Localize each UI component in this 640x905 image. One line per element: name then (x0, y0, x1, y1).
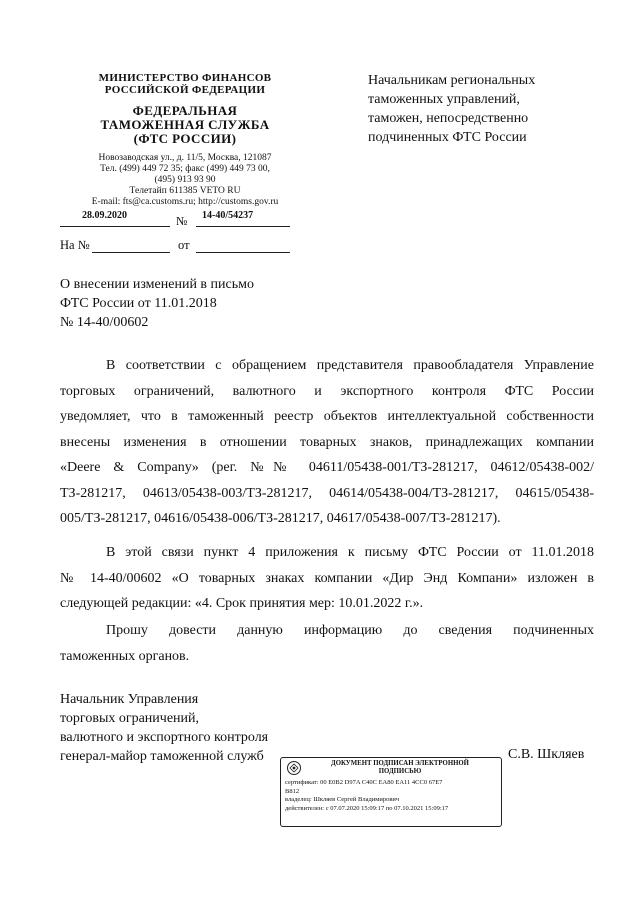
position-line: валютного и экспортного контроля (60, 730, 269, 745)
ministry-name (60, 72, 310, 96)
number-underline (196, 226, 290, 227)
position-line: торговых ограничений, (60, 711, 200, 726)
signatory-name: С.В. Шкляев (508, 747, 585, 762)
body-paragraph-3 (60, 618, 594, 669)
signatory-position (60, 690, 268, 766)
service-line: (ФТС РОССИИ) (133, 131, 237, 146)
body-line: ТЗ-281217, 04613/05438-003/ТЗ-281217, 04614/05438-004/ТЗ-281217, 04615/05438- (60, 485, 594, 501)
addressee-line: таможенных управлений, (368, 92, 520, 107)
reply-to-underline (92, 252, 170, 253)
reply-to-label: На № (60, 238, 90, 252)
phone-line: Тел. (499) 449 72 35; факс (499) 449 73 00, (100, 164, 270, 174)
teletype-line: Телетайп 611385 VETO RU (129, 186, 241, 196)
registration-date: 28.09.2020 (82, 210, 127, 221)
stamp-certificate: сертификат: 00 E0B2 D97A C40C EA80 EA11 4CC0 67E7 (285, 779, 443, 786)
body-line: «Deere & Company» (рег. №№ 04611/05438-001/ТЗ-281217, 04612/05438-002/ (60, 460, 594, 475)
body-line: Прошу довести данную информацию до сведения подчиненных (106, 623, 594, 638)
subject-line: ФТС России от 11.01.2018 (60, 296, 217, 311)
service-name (60, 104, 310, 146)
body-line: В этой связи пункт 4 приложения к письму ФТС России от 11.01.2018 (106, 545, 594, 560)
addressee-line: подчиненных ФТС России (368, 130, 527, 145)
number-sign: № (176, 214, 188, 228)
service-line: ФЕДЕРАЛЬНАЯ (132, 103, 238, 118)
emblem-icon (285, 760, 303, 776)
contact-block (60, 153, 310, 208)
email-line: E-mail: fts@ca.customs.ru; http://customs.gov.ru (91, 197, 279, 207)
ministry-line: РОССИЙСКОЙ ФЕДЕРАЦИИ (104, 84, 266, 96)
ministry-line: МИНИСТЕРСТВО ФИНАНСОВ (98, 72, 272, 84)
body-line: В соответствии с обращением представителя правообладателя Управление (106, 358, 594, 373)
addressee (368, 71, 618, 147)
body-paragraph-2 (60, 540, 594, 617)
stamp-owner: владелец: Шкляев Сергей Владимирович (285, 796, 400, 804)
stamp-title-line: ПОДПИСЬЮ (378, 768, 422, 775)
body-paragraph-1 (60, 353, 594, 532)
stamp-validity: действителен: с 07.07.2020 15:09:17 по 07.10.2021 15:09:17 (285, 804, 449, 812)
addressee-line: Начальникам региональных (368, 73, 536, 88)
body-line: внесены изменения в отношении товарных знаков, принадлежащих компании (60, 434, 594, 450)
stamp-title (285, 760, 497, 776)
subject-line: О внесении изменений в письмо (60, 277, 254, 292)
addressee-line: таможен, непосредственно (368, 111, 529, 126)
body-line: 005/ТЗ-281217, 04616/05438-006/ТЗ-281217, 04617/05438-007/ТЗ-281217). (60, 511, 501, 526)
body-line: уведомляет, что в таможенный реестр объектов интеллектуальной собственности (60, 409, 594, 424)
phone-line: (495) 913 93 90 (154, 175, 216, 185)
position-line: генерал-майор таможенной служб (60, 749, 264, 764)
from-underline (196, 252, 290, 253)
service-line: ТАМОЖЕННАЯ СЛУЖБА (100, 117, 270, 132)
body-line: следующей редакции: «4. Срок принятия мер: 10.01.2022 г.». (60, 596, 424, 611)
from-label: от (178, 238, 190, 252)
date-underline (60, 226, 170, 227)
position-line: Начальник Управления (60, 692, 199, 707)
body-line: торговых ограничений, валютного и экспортного контроля ФТС России (60, 383, 594, 399)
subject-line: № 14-40/00602 (60, 315, 149, 330)
stamp-title-line: ДОКУМЕНТ ПОДПИСАН ЭЛЕКТРОННОЙ (331, 760, 469, 767)
registration-number: 14-40/54237 (202, 210, 254, 221)
subject (60, 275, 254, 332)
body-line: № 14-40/00602 «О товарных знаках компании «Дир Энд Компани» изложен в (60, 570, 594, 586)
body-line: таможенных органов. (60, 648, 190, 664)
e-signature-stamp (280, 757, 502, 827)
stamp-certificate-cont: B812 (285, 787, 300, 795)
address-line: Новозаводская ул., д. 11/5, Москва, 121087 (98, 153, 272, 163)
